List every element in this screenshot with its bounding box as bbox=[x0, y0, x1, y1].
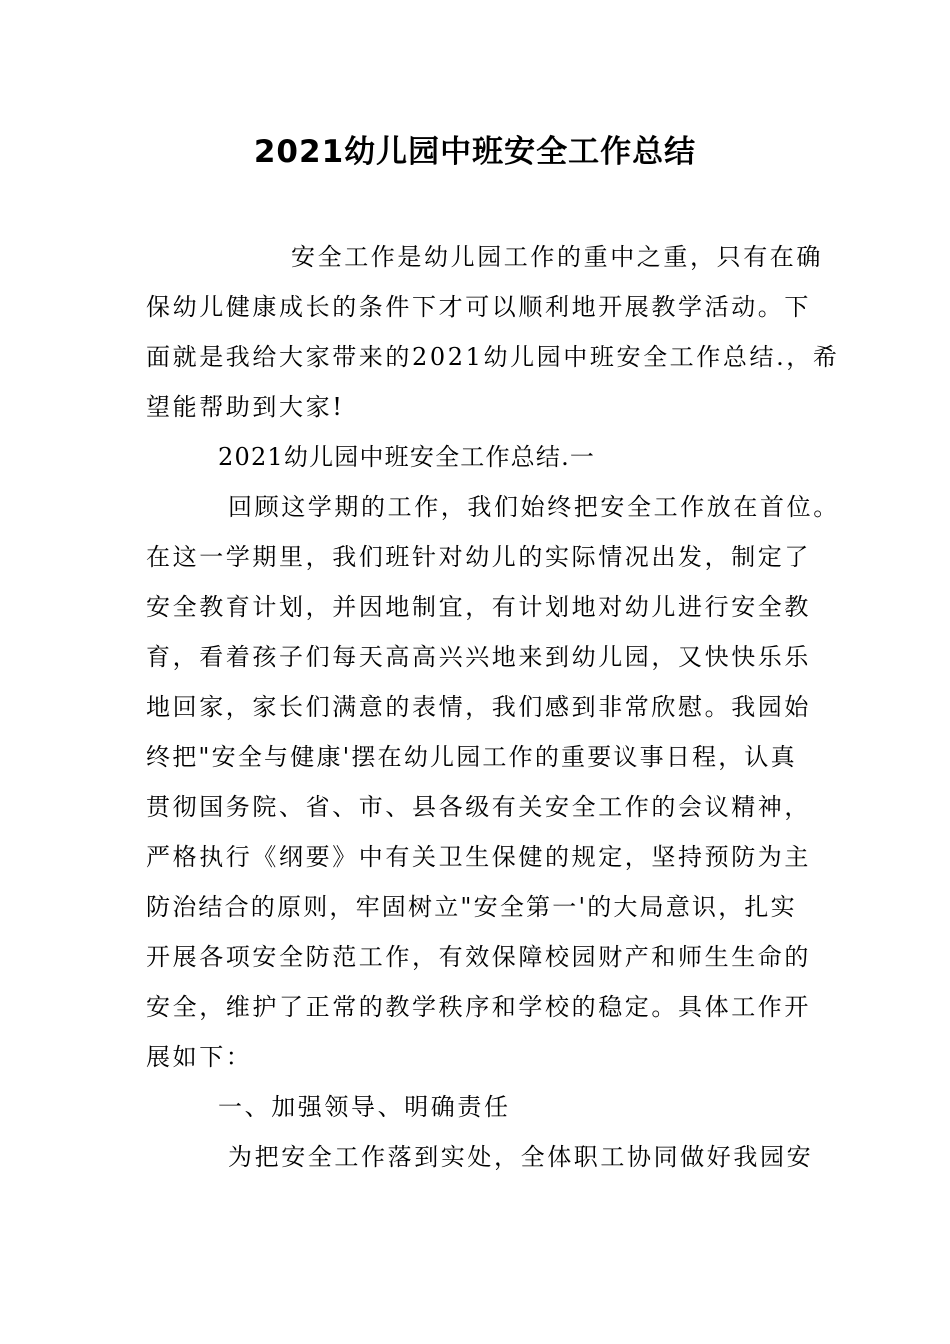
paragraph-line: 回顾这学期的工作，我们始终把安全工作放在首位。 bbox=[228, 493, 840, 521]
paragraph-line: 开展各项安全防范工作，有效保障校园财产和师生生命的 bbox=[146, 943, 811, 971]
document-title: 2021幼儿园中班安全工作总结 bbox=[253, 134, 697, 170]
paragraph-line: 安全，维护了正常的教学秩序和学校的稳定。具体工作开 bbox=[146, 993, 811, 1021]
section-heading: 2021幼儿园中班安全工作总结.一 bbox=[218, 443, 596, 471]
paragraph-line: 保幼儿健康成长的条件下才可以顺利地开展教学活动。下 bbox=[146, 293, 811, 321]
paragraph-line: 育，看着孩子们每天高高兴兴地来到幼儿园，又快快乐乐 bbox=[146, 643, 811, 671]
paragraph-line: 终把"安全与健康'摆在幼儿园工作的重要议事日程，认真 bbox=[146, 743, 797, 771]
paragraph-line: 为把安全工作落到实处，全体职工协同做好我园安 bbox=[228, 1143, 814, 1171]
paragraph-line: 安全教育计划，并因地制宜，有计划地对幼儿进行安全教 bbox=[146, 593, 811, 621]
paragraph-line: 安全工作是幼儿园工作的重中之重，只有在确 bbox=[291, 243, 823, 271]
paragraph-line: 在这一学期里，我们班针对幼儿的实际情况出发，制定了 bbox=[146, 543, 811, 571]
paragraph-line: 面就是我给大家带来的2021幼儿园中班安全工作总结.，希 bbox=[146, 343, 840, 371]
paragraph-line: 地回家，家长们满意的表情，我们感到非常欣慰。我园始 bbox=[146, 693, 811, 721]
paragraph-line: 防治结合的原则，牢固树立"安全第一'的大局意识，扎实 bbox=[146, 893, 797, 921]
paragraph-line: 望能帮助到大家! bbox=[146, 393, 345, 421]
paragraph-line: 严格执行《纲要》中有关卫生保健的规定，坚持预防为主 bbox=[146, 843, 811, 871]
paragraph-line: 贯彻国务院、省、市、县各级有关安全工作的会议精神， bbox=[146, 793, 811, 821]
section-heading: 一、加强领导、明确责任 bbox=[218, 1093, 511, 1121]
paragraph-line: 展如下： bbox=[146, 1043, 253, 1071]
